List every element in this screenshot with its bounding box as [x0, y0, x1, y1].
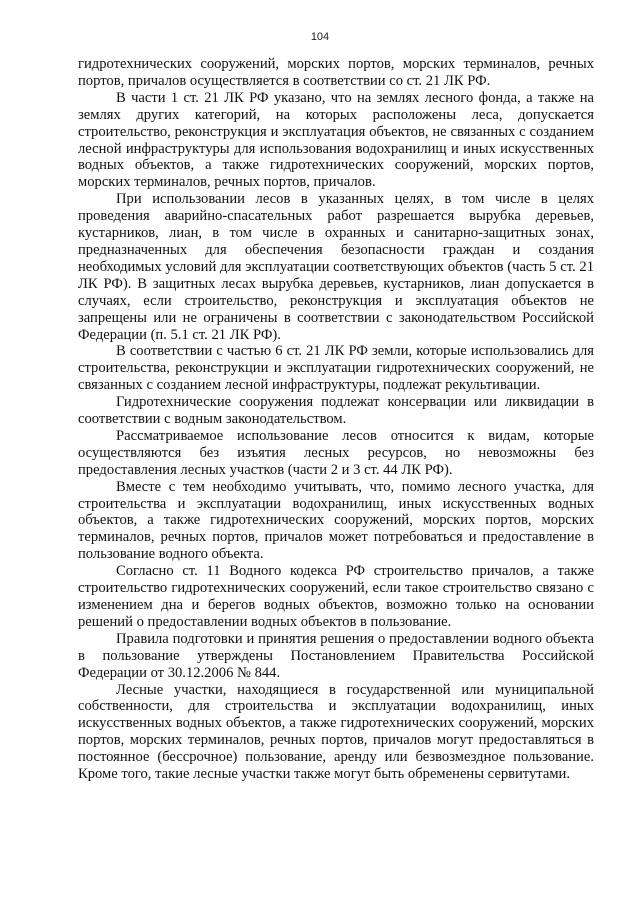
- paragraph-7: Вместе с тем необходимо учитывать, что, помимо лесного участка, для строительства и эксплуатации водохранилищ, иных искусственных водных объектов, а также гидротехнических сооружений, морских портов, морских терминалов, речных портов, причалов может потребоваться и предоставление в пользование водного объекта.: [78, 478, 594, 563]
- paragraph-3: При использовании лесов в указанных целях, в том числе в целях проведения аварийно-спасательных работ разрешается вырубка деревьев, кустарников, лиан, в том числе в охранных и санитарно-защитных зонах, предназначенных для обеспечения безопасности граждан и создания необходимых условий для эксплуатации соответствующих объектов (часть 5 ст. 21 ЛК РФ). В защитных лесах вырубка деревьев, кустарников, лиан допускается в случаях, если строительство, реконструкция и эксплуатация объектов не запрещены или не ограничены в соответствии с законодательством Российской Федерации (п. 5.1 ст. 21 ЛК РФ).: [78, 191, 594, 343]
- paragraph-9: Правила подготовки и принятия решения о предоставлении водного объекта в пользование утверждены Постановлением Правительства Российской Федерации от 30.12.2006 № 844.: [78, 630, 594, 681]
- paragraph-10: Лесные участки, находящиеся в государственной или муниципальной собственности, для строительства и эксплуатации водохранилищ, иных искусственных водных объектов, а также гидротехнических сооружений, морских портов, морских терминалов, речных портов, причалов могут предоставляться в постоянное (бессрочное) пользование, аренду или безвозмездное пользование. Кроме того, такие лесные участки также могут быть обременены сервитутами.: [78, 681, 594, 783]
- page-body: [78, 56, 594, 783]
- paragraph-6: Рассматриваемое использование лесов относится к видам, которые осуществляются без изъятия лесных ресурсов, но невозможны без предоставления лесных участков (части 2 и 3 ст. 44 ЛК РФ).: [78, 427, 594, 478]
- paragraph-2: В части 1 ст. 21 ЛК РФ указано, что на землях лесного фонда, а также на землях других категорий, на которых расположены леса, допускается строительство, реконструкция и эксплуатация объектов, не связанных с созданием лесной инфраструктуры для использования водохранилищ и иных искусственных водных объектов, а также гидротехнических сооружений, морских портов, морских терминалов, речных портов, причалов.: [78, 89, 594, 191]
- page-number: 104: [310, 31, 330, 43]
- paragraph-5: Гидротехнические сооружения подлежат консервации или ликвидации в соответствии с водным законодательством.: [78, 394, 594, 428]
- paragraph-1: гидротехнических сооружений, морских портов, морских терминалов, речных портов, причалов осуществляется в соответствии со ст. 21 ЛК РФ.: [78, 56, 594, 89]
- paragraph-8: Согласно ст. 11 Водного кодекса РФ строительство причалов, а также строительство гидротехнических сооружений, если такое строительство связано с изменением дна и берегов водных объектов, возможно только на основании решений о предоставлении водных объектов в пользование.: [78, 563, 594, 630]
- paragraph-4: В соответствии с частью 6 ст. 21 ЛК РФ земли, которые использовались для строительства, реконструкции и эксплуатации гидротехнических сооружений, не связанных с созданием лесной инфраструктуры, подлежат рекультивации.: [78, 343, 594, 394]
